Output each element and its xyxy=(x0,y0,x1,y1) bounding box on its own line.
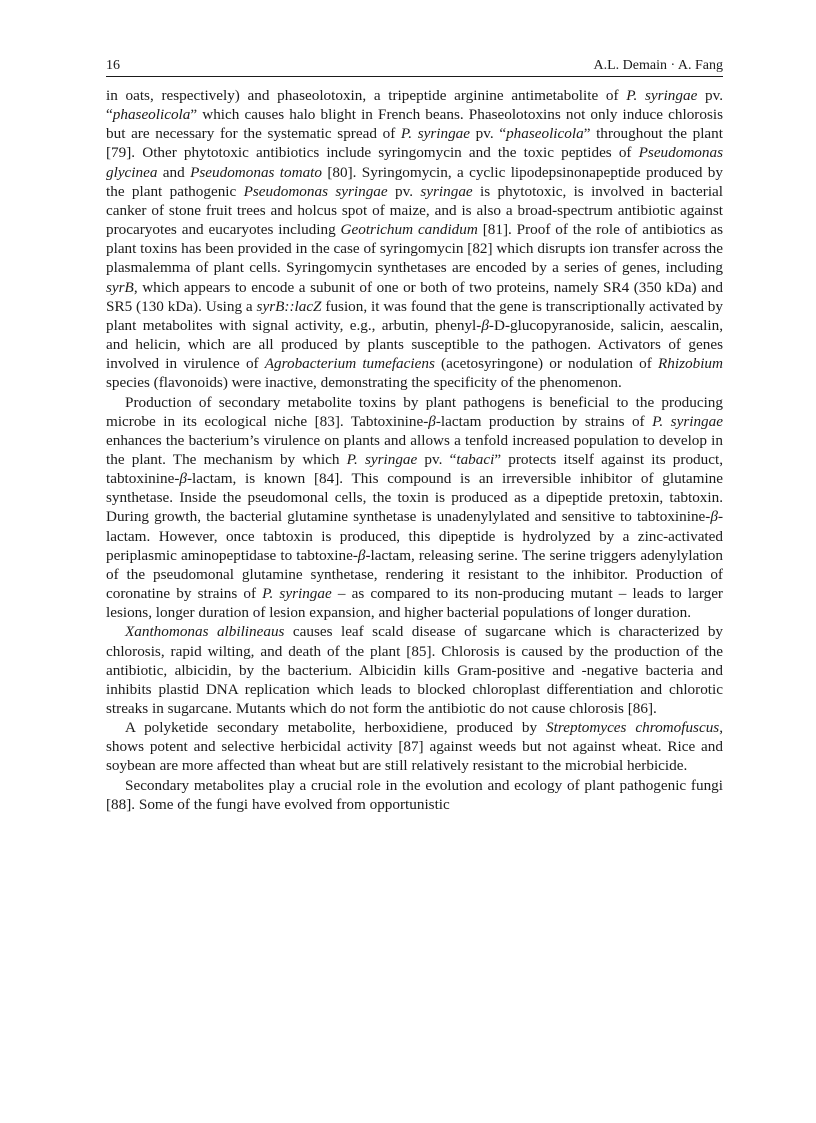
italic-text-segment: phaseolicola xyxy=(506,125,584,143)
paragraph xyxy=(106,776,723,814)
text-segment: pv. “ xyxy=(417,450,457,468)
text-segment: pv. “ xyxy=(470,125,507,143)
text-segment: in oats, respectively) and phaseolotoxin, a tripeptide arginine antimetabolite of xyxy=(106,87,627,104)
italic-text-segment: syrB xyxy=(106,278,134,296)
italic-text-segment: tabaci xyxy=(456,450,495,468)
text-segment: ” which causes halo blight in French beans. Phaseolotoxins not only induce chlorosis but are necessary for the systematic spread of xyxy=(106,106,723,143)
text-segment: [80]. Syringomycin, a cyclic lipodepsinonapeptide produced by the plant pathogenic xyxy=(106,163,723,200)
italic-text-segment: phaseolicola xyxy=(112,106,191,124)
italic-text-segment: Geotrichum candidum xyxy=(340,221,478,239)
paragraph xyxy=(106,718,723,775)
text-segment: -lactam, releasing serine. The serine triggers adenylylation of the pseudomonal glutamine synthetase, rendering it resistant to the inhibitor. Production of coronatine by strains of xyxy=(106,546,723,603)
text-segment: Secondary metabolites play a crucial role in the evolution and ecology of plant pathogenic fungi [88]. Some of the fungi have evolved from opportunistic xyxy=(106,776,723,813)
italic-text-segment: syringae xyxy=(420,182,473,200)
text-segment: causes leaf scald disease of sugarcane which is characterized by chlorosis, rapid wilting, and death of the plant [85]. Chlorosis is caused by the production of the antibiotic, albicidin, by the bacterium. Albicidin kills Gram-positive and -negative bacteria and inhibits plastid DNA replication which leads to blocked chloroplast differentiation and chlorotic streaks in sugarcane. Mutants which do not form the antibiotic do not cause chlorosis [86]. xyxy=(106,623,723,717)
text-segment: -lactam, is known [84]. This compound is an irreversible inhibitor of glutamine synthetase. Inside the pseudomonal cells, the toxin is produced as a dipeptide pretoxin, tabtoxin. During growth, the bacterial glutamine synthetase is unadenylylated and sensitive to tabtoxinine- xyxy=(106,470,723,526)
running-header xyxy=(106,54,723,77)
italic-text-segment: Pseudomonas glycinea xyxy=(106,144,723,181)
body-text xyxy=(106,86,723,814)
page-number: 16 xyxy=(106,58,120,73)
text-segment: ” protects itself against its product, tabtoxinine- xyxy=(106,450,723,488)
text-segment: fusion, it was found that the gene is transcriptionally activated by plant metabolites with signal activity, e.g., arbutin, phenyl- xyxy=(106,297,723,334)
text-segment: ” throughout the plant [79]. Other phytotoxic antibiotics include syringomycin and the toxic peptides of xyxy=(106,125,723,162)
italic-text-segment: P. syringae xyxy=(262,585,332,603)
italic-text-segment: Pseudomonas tomato xyxy=(190,163,322,181)
text-segment: is phytotoxic, is involved in bacterial canker of stone fruit trees and holcus spot of maize, and is also a broad-spectrum antibiotic against procaryotes and eucaryotes including xyxy=(106,182,723,239)
paragraph xyxy=(106,622,723,718)
italic-text-segment: β xyxy=(428,412,436,430)
text-segment: – as compared to its non-producing mutant – leads to larger lesions, longer duration of lesion expansion, and higher bacterial populations of longer duration. xyxy=(106,585,723,622)
text-segment: A polyketide secondary metabolite, herboxidiene, produced by xyxy=(125,719,547,737)
text-segment: [81]. Proof of the role of antibiotics as plant toxins has been provided in the case of syringomycin [82] which disrupts ion transfer across the plasmalemma of plant cells. Syringomycin synthetases are encoded by a series of genes, including xyxy=(106,221,723,277)
italic-text-segment: β xyxy=(481,316,489,334)
text-segment: species (flavonoids) were inactive, demonstrating the specificity of the phenomenon. xyxy=(106,374,622,392)
text-segment: , which appears to encode a subunit of one or both of two proteins, namely SR4 (350 kDa) and SR5 (130 kDa). Using a xyxy=(106,278,723,315)
text-segment: , shows potent and selective herbicidal activity [87] against weeds but not against wheat. Rice and soybean are more affected than wheat but are still relatively resistant to the microbial herbicide. xyxy=(106,719,723,775)
text-segment: pv. “ xyxy=(106,87,724,124)
italic-text-segment: Rhizobium xyxy=(658,355,723,373)
italic-text-segment: β xyxy=(357,546,366,564)
italic-text-segment: β xyxy=(710,508,718,526)
italic-text-segment: Pseudomonas syringae xyxy=(243,182,388,200)
text-segment: pv. xyxy=(387,182,421,200)
text-segment: (acetosyringone) or nodulation of xyxy=(434,355,659,373)
running-head-authors: A.L. Demain · A. Fang xyxy=(593,58,723,73)
text-segment: -D-glucopyranoside, salicin, aescalin, and helicin, which are all produced by plants susceptible to the pathogen. Activators of genes involved in virulence of xyxy=(106,316,724,373)
page xyxy=(106,54,723,814)
italic-text-segment: P. syringae xyxy=(346,450,418,468)
italic-text-segment: Agrobacterium tumefaciens xyxy=(264,355,435,373)
text-segment: -lactam. However, once tabtoxin is produced, this dipeptide is hydrolyzed by a zinc-activated periplasmic aminopeptidase to tabtoxine- xyxy=(106,508,723,564)
italic-text-segment: P. syringae xyxy=(400,125,470,143)
italic-text-segment: Streptomyces chromofuscus xyxy=(546,719,720,737)
text-segment: Production of secondary metabolite toxins by plant pathogens is beneficial to the producing microbe in its ecological niche [83]. Tabtoxinine- xyxy=(106,393,723,430)
italic-text-segment: P. syringae xyxy=(626,87,698,104)
italic-text-segment: β xyxy=(179,470,187,488)
paragraph xyxy=(106,86,723,393)
paragraph xyxy=(106,393,723,623)
italic-text-segment: syrB::lacZ xyxy=(256,297,322,315)
italic-text-segment: P. syringae xyxy=(652,412,723,430)
italic-text-segment: Xanthomonas albilineaus xyxy=(125,623,285,641)
text-segment: -lactam production by strains of xyxy=(435,412,653,430)
text-segment: and xyxy=(157,163,191,181)
text-segment: enhances the bacterium’s virulence on plants and allows a tenfold increased population to develop in the plant. The mechanism by which xyxy=(106,431,723,468)
